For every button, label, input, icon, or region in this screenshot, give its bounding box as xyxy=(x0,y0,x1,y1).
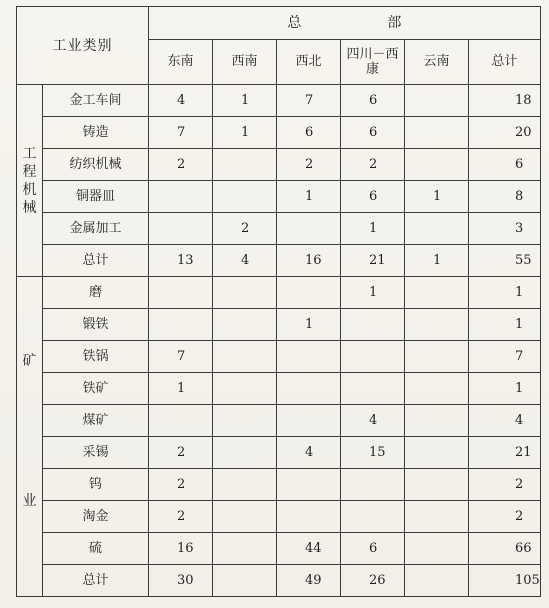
total-cell: 105 xyxy=(469,565,541,597)
value-cell: 2 xyxy=(149,501,213,533)
table-row xyxy=(17,309,541,341)
table-row xyxy=(17,213,541,245)
value-cell: 2 xyxy=(149,437,213,469)
value-cell xyxy=(341,469,405,501)
column-header: 西北 xyxy=(277,40,341,85)
table-row xyxy=(17,565,541,597)
value-cell: 44 xyxy=(277,533,341,565)
value-cell: 4 xyxy=(277,437,341,469)
value-cell xyxy=(341,309,405,341)
value-cell xyxy=(213,373,277,405)
table-row xyxy=(17,469,541,501)
value-cell: 7 xyxy=(277,85,341,117)
value-cell xyxy=(213,501,277,533)
value-cell xyxy=(213,277,277,309)
row-label: 硫 xyxy=(43,533,149,565)
value-cell xyxy=(213,469,277,501)
value-cell xyxy=(149,405,213,437)
value-cell: 1 xyxy=(341,277,405,309)
total-cell: 18 xyxy=(469,85,541,117)
total-cell: 1 xyxy=(469,277,541,309)
value-cell: 2 xyxy=(277,149,341,181)
table-row xyxy=(17,117,541,149)
value-cell xyxy=(341,341,405,373)
value-cell xyxy=(405,437,469,469)
value-cell: 1 xyxy=(405,181,469,213)
total-cell: 6 xyxy=(469,149,541,181)
value-cell: 1 xyxy=(405,245,469,277)
value-cell: 2 xyxy=(213,213,277,245)
total-cell: 4 xyxy=(469,405,541,437)
value-cell: 30 xyxy=(149,565,213,597)
row-label: 铜器皿 xyxy=(43,181,149,213)
value-cell xyxy=(277,469,341,501)
value-cell: 2 xyxy=(341,149,405,181)
total-cell: 8 xyxy=(469,181,541,213)
value-cell xyxy=(213,533,277,565)
total-cell: 21 xyxy=(469,437,541,469)
value-cell xyxy=(405,373,469,405)
value-cell: 6 xyxy=(341,117,405,149)
group-label-bottom: 业 xyxy=(22,493,37,509)
table-row xyxy=(17,341,541,373)
value-cell: 7 xyxy=(149,117,213,149)
value-cell xyxy=(213,405,277,437)
column-header: 总计 xyxy=(469,40,541,85)
value-cell: 6 xyxy=(341,533,405,565)
value-cell: 26 xyxy=(341,565,405,597)
value-cell xyxy=(277,213,341,245)
value-cell xyxy=(405,309,469,341)
header-row xyxy=(17,7,541,40)
row-label: 淘金 xyxy=(43,501,149,533)
row-label: 纺织机械 xyxy=(43,149,149,181)
industry-table xyxy=(16,6,541,597)
value-cell xyxy=(405,469,469,501)
value-cell: 2 xyxy=(149,469,213,501)
value-cell xyxy=(149,277,213,309)
value-cell: 6 xyxy=(341,181,405,213)
industry-type-header: 工业类别 xyxy=(17,7,149,85)
value-cell: 6 xyxy=(277,117,341,149)
total-cell: 1 xyxy=(469,309,541,341)
value-cell: 1 xyxy=(149,373,213,405)
value-cell xyxy=(405,213,469,245)
value-cell: 21 xyxy=(341,245,405,277)
value-cell xyxy=(405,341,469,373)
value-cell xyxy=(405,149,469,181)
headquarters-header: 总 部 xyxy=(149,7,541,40)
column-header: 四川－西康 xyxy=(341,40,405,85)
value-cell: 13 xyxy=(149,245,213,277)
value-cell: 1 xyxy=(213,85,277,117)
column-header: 云南 xyxy=(405,40,469,85)
value-cell xyxy=(277,277,341,309)
total-cell: 2 xyxy=(469,501,541,533)
table-row xyxy=(17,85,541,117)
row-label: 金属加工 xyxy=(43,213,149,245)
value-cell: 4 xyxy=(149,85,213,117)
value-cell xyxy=(405,501,469,533)
value-cell: 4 xyxy=(213,245,277,277)
value-cell xyxy=(213,341,277,373)
value-cell xyxy=(213,149,277,181)
group-label xyxy=(17,277,43,597)
value-cell xyxy=(277,405,341,437)
row-label: 总计 xyxy=(43,565,149,597)
row-label: 金工车间 xyxy=(43,85,149,117)
total-cell: 1 xyxy=(469,373,541,405)
table-row xyxy=(17,533,541,565)
value-cell xyxy=(149,309,213,341)
row-label: 煤矿 xyxy=(43,405,149,437)
value-cell: 16 xyxy=(277,245,341,277)
value-cell xyxy=(405,405,469,437)
value-cell xyxy=(149,181,213,213)
total-cell: 20 xyxy=(469,117,541,149)
value-cell xyxy=(213,309,277,341)
value-cell: 7 xyxy=(149,341,213,373)
row-label: 铁矿 xyxy=(43,373,149,405)
value-cell xyxy=(149,213,213,245)
table-row xyxy=(17,405,541,437)
value-cell xyxy=(405,533,469,565)
total-cell: 3 xyxy=(469,213,541,245)
row-label: 锻铁 xyxy=(43,309,149,341)
value-cell xyxy=(277,501,341,533)
value-cell xyxy=(341,373,405,405)
value-cell: 6 xyxy=(341,85,405,117)
value-cell: 1 xyxy=(341,213,405,245)
value-cell: 1 xyxy=(213,117,277,149)
value-cell xyxy=(405,565,469,597)
value-cell xyxy=(405,85,469,117)
value-cell: 2 xyxy=(149,149,213,181)
row-label: 钨 xyxy=(43,469,149,501)
row-label: 采锡 xyxy=(43,437,149,469)
total-cell: 66 xyxy=(469,533,541,565)
value-cell xyxy=(213,181,277,213)
value-cell xyxy=(277,373,341,405)
value-cell: 1 xyxy=(277,309,341,341)
group-label-top: 矿 xyxy=(22,353,37,369)
table-row xyxy=(17,245,541,277)
value-cell xyxy=(405,277,469,309)
table-row xyxy=(17,277,541,309)
group-label: 工 程 机 械 xyxy=(17,85,43,277)
total-cell: 55 xyxy=(469,245,541,277)
value-cell: 49 xyxy=(277,565,341,597)
row-label: 铸造 xyxy=(43,117,149,149)
value-cell xyxy=(213,565,277,597)
table-row xyxy=(17,373,541,405)
row-label: 总计 xyxy=(43,245,149,277)
column-header: 西南 xyxy=(213,40,277,85)
table-row xyxy=(17,149,541,181)
value-cell xyxy=(405,117,469,149)
total-cell: 7 xyxy=(469,341,541,373)
value-cell: 16 xyxy=(149,533,213,565)
table-row xyxy=(17,181,541,213)
value-cell: 4 xyxy=(341,405,405,437)
row-label: 磨 xyxy=(43,277,149,309)
table-row xyxy=(17,437,541,469)
value-cell xyxy=(213,437,277,469)
total-cell: 2 xyxy=(469,469,541,501)
table-row xyxy=(17,501,541,533)
value-cell xyxy=(341,501,405,533)
row-label: 铁锅 xyxy=(43,341,149,373)
value-cell xyxy=(277,341,341,373)
value-cell: 15 xyxy=(341,437,405,469)
value-cell: 1 xyxy=(277,181,341,213)
column-header: 东南 xyxy=(149,40,213,85)
